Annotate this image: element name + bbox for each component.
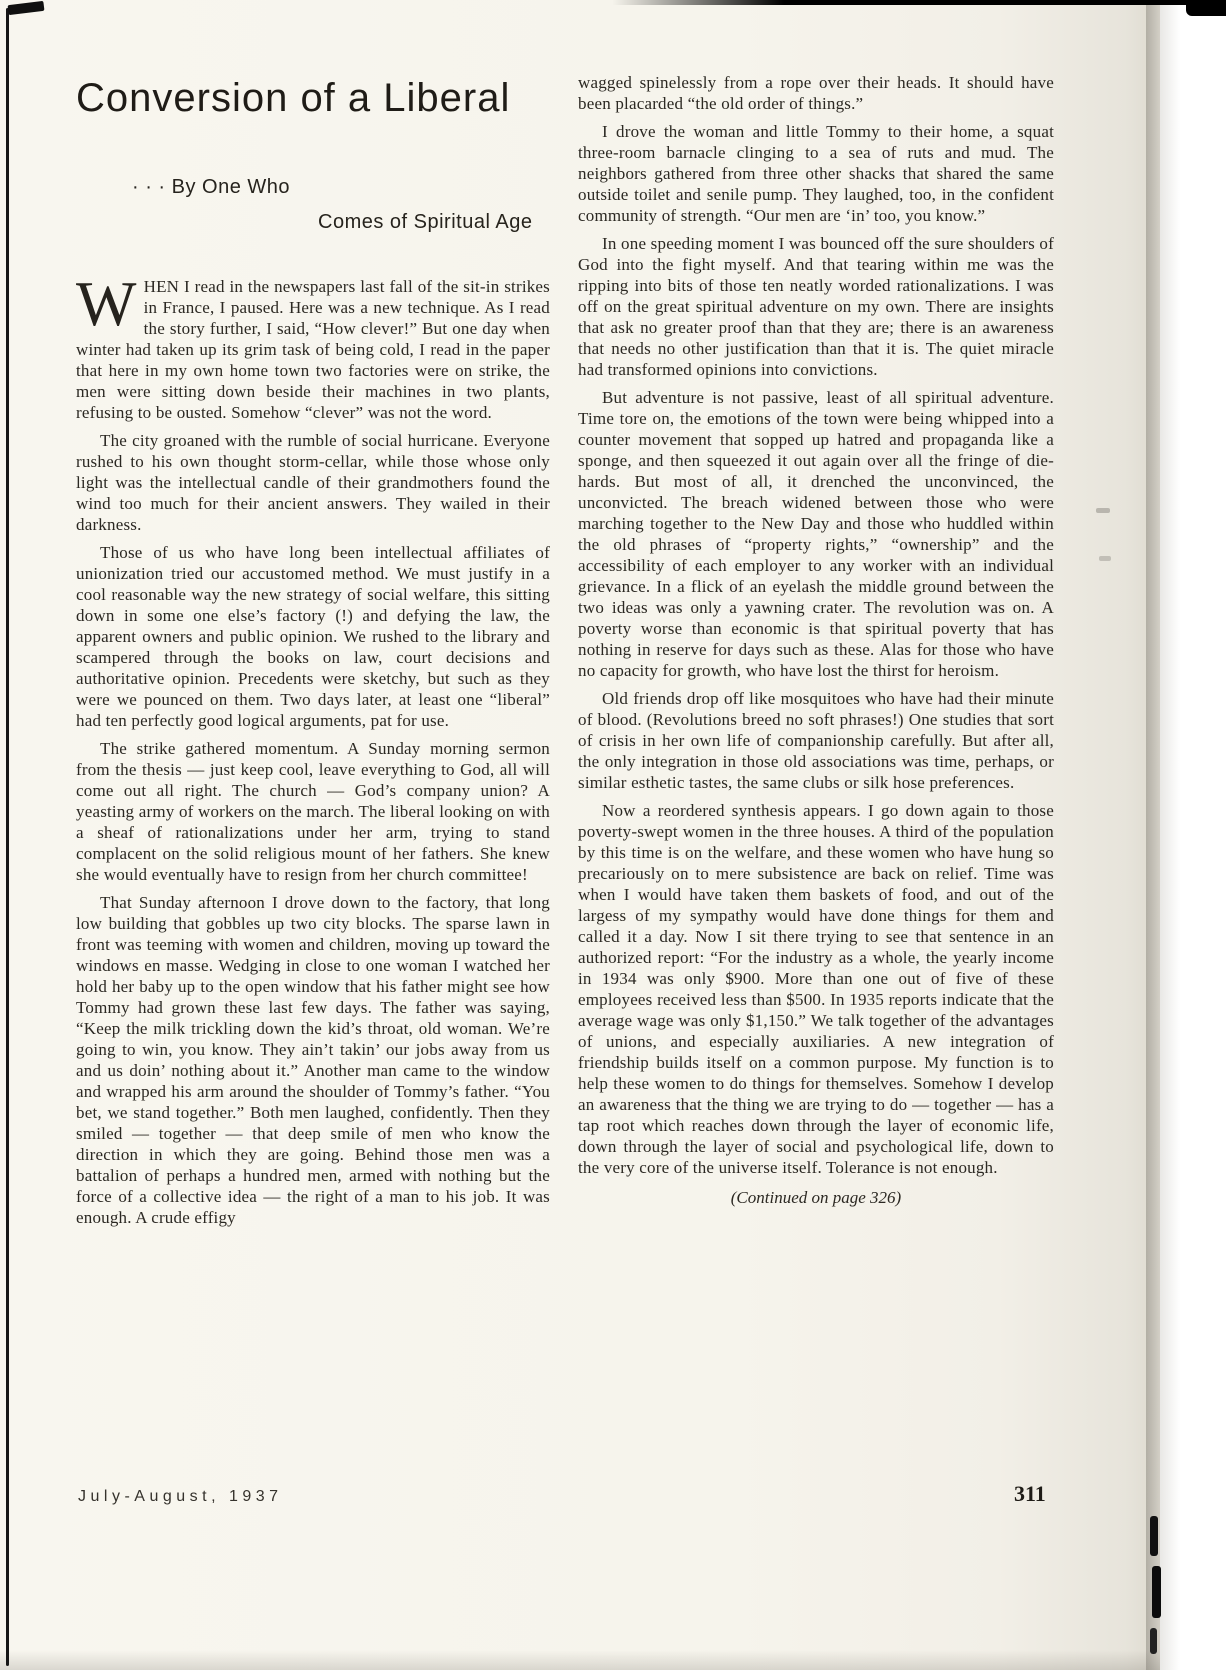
scan-artifact-top-right — [1186, 0, 1226, 16]
article-title: Conversion of a Liberal — [76, 76, 511, 120]
paragraph: That Sunday afternoon I drove down to the factory, that long low building that gobbles up two city blocks. The sparse lawn in front was teeming with women and children, moving up toward the windows en masse. Wedging in close to one woman I watched her hold her baby up to the open window that his father might see how Tommy had grown these last few days. The father was saying, “Keep the milk trickling down the kid’s throat, old woman. We’re going to win, you know. They ain’t takin’ our jobs away from us and us doin’ nothing about it.” Another man came to the window and wrapped his arm around the shoulder of Tommy’s father. “You bet, we stand together.” Both men laughed, confidently. Then they smiled — together — that deep smile of men who know the direction in which they are going. Behind those men was a battalion of perhaps a hundred men, armed with nothing but the force of a collective idea — the right of a man to his job. It was enough. A crude effigy — [76, 893, 550, 1227]
right-column — [578, 72, 1054, 1208]
scan-artifact-right-mark-2 — [1152, 1566, 1161, 1618]
scan-artifact-top-edge — [612, 0, 1226, 5]
byline — [76, 176, 550, 234]
bottom-edge-shadow — [0, 1650, 1160, 1670]
paragraph — [76, 268, 550, 423]
left-column — [76, 70, 550, 1228]
paragraph: In one speeding moment I was bounced off the sure shoulders of God into the fight myself. And that tearing within me was the ripping into bits of those ten neatly worded rationalizations. I was off on the great spiritual adventure on my own. There are insights that ask no greater proof than that they are; there is an awareness that needs no other justification than that it is. The quiet miracle had transformed opinions into convictions. — [578, 234, 1054, 379]
continued-note: (Continued on page 326) — [730, 1188, 902, 1207]
drop-cap: W — [76, 268, 137, 339]
page-number: 311 — [1014, 1481, 1046, 1506]
paragraph: Those of us who have long been intellectual affiliates of unionization tried our accustomed method. We must justify in a cool reasonable way the new strategy of social welfare, this sitting down in some one else’s factory (!) and defying the law, the apparent owners and public opinion. We rushed to the library and scampered through the books on law, court decisions and authoritative opinion. Precedents were sketchy, but such as they were we pounced on them. Two days later, at least one “liberal” had ten perfectly good logical arguments, pat for use. — [76, 543, 550, 730]
paragraph: But adventure is not passive, least of all spiritual adventure. Time tore on, the emotions of the town were being whipped into a counter movement that sopped up hatred and propaganda like a sponge, and then squeezed it out again over all the fringe of die-hards. But most of all, it drenched the unconvinced, the unconvicted. The breach widened between those who were marching together to the New Day and those who huddled within the old phrases of “property rights,” “ownership” and the accessibility of each employer to any worker with an individual grievance. In a flick of an eyelash the middle ground between the two ideas was only a yawning crater. The revolution was on. A poverty worse than economic is that spiritual poverty that has nothing in reserve for days such as these. Alas for those who have no capacity for growth, who have lost the thirst for heroism. — [578, 388, 1054, 680]
scan-artifact-right-mark-3 — [1150, 1628, 1157, 1654]
paragraph: wagged spinelessly from a rope over their heads. It should have been placarded “the old order of things.” — [578, 73, 1054, 113]
page-edge-shadow — [1146, 0, 1180, 1670]
issue-date: July-August, 1937 — [78, 1488, 283, 1505]
scan-artifact-smudge-2 — [1099, 556, 1111, 561]
scan-artifact-left-line — [6, 8, 9, 1666]
byline-author: · · · By One Who — [132, 176, 291, 198]
paragraph-text: HEN I read in the newspapers last fall of the sit-in strikes in France, I paused. Here was a new technique. As I read the story further, I said, “How clever!” But one day when winter had taken up its grim task of being cold, I read in the paper that here in my own home town two factories were on strike, the men were sitting down beside their machines in two plants, refusing to be ousted. Somehow “clever” was not the word. — [76, 277, 550, 422]
paragraph: I drove the woman and little Tommy to their home, a squat three-room barnacle clinging to a sea of ruts and mud. The neighbors gathered from three other shacks that shared the same outside toilet and senile pump. They laughed, too, in the confident community of strength. “Our men are ‘in’ too, you know.” — [578, 122, 1054, 225]
paragraph: Old friends drop off like mosquitoes who have had their minute of blood. (Revolutions breed no soft phrases!) One studies that sort of crisis in her own life of companionship carefully. But after all, the only integration in those old associations was time, perhaps, or similar esthetic tastes, the same clubs or silk hose preferences. — [578, 689, 1054, 792]
scan-artifact-right-mark-1 — [1150, 1516, 1158, 1556]
byline-subtitle: Comes of Spiritual Age — [318, 211, 533, 233]
left-column-body — [76, 268, 550, 1228]
paragraph: The strike gathered momentum. A Sunday morning sermon from the thesis — just keep cool, leave everything to God, all will come out all right. The church — God’s company union? A yeasting army of workers on the march. The liberal looking on with a sheaf of rationalizations under her arm, trying to stand complacent on the solid religious mount of her fathers. She knew she would eventually have to resign from her church committee! — [76, 739, 550, 884]
scan-artifact-smudge-1 — [1096, 508, 1110, 513]
paragraph: Now a reordered synthesis appears. I go down again to those poverty-swept women in the three houses. A third of the population by this time is on the welfare, and these women who have hung so precariously on to mere subsistence are back on relief. Time was when I would have taken them baskets of food, and out of the largess of my sympathy would have done things for them and called it a day. Now I sit there trying to see that sentence in an authorized report: “For the industry as a whole, the yearly income in 1934 was only $900. More than one out of five of these employees received less than $500. In 1935 reports indicate that the average wage was only $1,150.” We talk together of the advantages of unions, and especially auxiliaries. A new integration of friendship builds itself on a common purpose. My function is to help these women to do things for themselves. Somehow I develop an awareness that the thing we are trying to do — together — has a tap root which reaches down through the layer of economic life, down through the layer of social and psychological life, down to the very core of the universe itself. Tolerance is not enough. — [578, 801, 1054, 1177]
paragraph: The city groaned with the rumble of social hurricane. Everyone rushed to his own thought storm-cellar, while those whose only light was the intellectual candle of their grandmothers found the wind too much for their ancient answers. They wailed in their darkness. — [76, 431, 550, 534]
